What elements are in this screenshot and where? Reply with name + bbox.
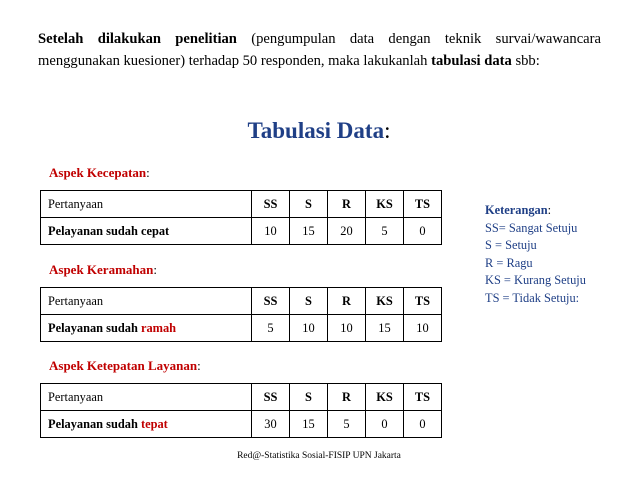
table-header-row xyxy=(41,191,442,218)
header-cell: R xyxy=(328,384,366,411)
table-row xyxy=(41,315,442,342)
page-title-colon: : xyxy=(384,118,391,143)
intro-paragraph xyxy=(38,28,601,72)
intro-bold-lead: Setelah dilakukan penelitian xyxy=(38,31,237,47)
aspect-label-keramahan: Aspek Keramahan: xyxy=(49,262,157,277)
value-cell: 10 xyxy=(404,315,442,342)
value-cell: 15 xyxy=(290,218,328,245)
aspect-label-ketepatan-layanan: Aspek Ketepatan Layanan: xyxy=(49,358,201,373)
header-cell: SS xyxy=(252,191,290,218)
header-cell: S xyxy=(290,288,328,315)
footer-text: Red@-Statistika Sosial-FISIP UPN Jakarta xyxy=(237,451,401,461)
header-cell: Pertanyaan xyxy=(41,288,252,315)
header-cell: R xyxy=(328,191,366,218)
header-cell: KS xyxy=(366,384,404,411)
header-cell: S xyxy=(290,191,328,218)
legend-item: TS = Tidak Setuju: xyxy=(485,290,580,305)
table-header-row xyxy=(41,384,442,411)
value-cell: 20 xyxy=(328,218,366,245)
value-cell: 5 xyxy=(252,315,290,342)
header-cell: TS xyxy=(404,288,442,315)
value-cell: 10 xyxy=(328,315,366,342)
legend-title: Keterangan: xyxy=(485,203,552,217)
header-cell: KS xyxy=(366,191,404,218)
header-cell: S xyxy=(290,384,328,411)
legend-item: SS= Sangat Setuju xyxy=(485,220,578,235)
page-title xyxy=(0,118,638,144)
value-cell: 0 xyxy=(404,411,442,438)
table-kecepatan xyxy=(40,190,442,245)
value-cell: 30 xyxy=(252,411,290,438)
legend-box xyxy=(485,202,586,307)
header-cell: SS xyxy=(252,384,290,411)
intro-middle: (pengumpulan data dengan teknik survai/wawancara menggunakan kuesioner) terhadap 50 responden, maka lakukanlah xyxy=(38,31,602,69)
value-cell: 15 xyxy=(290,411,328,438)
legend-item: KS = Kurang Setuju xyxy=(485,273,586,287)
value-cell: 0 xyxy=(366,411,404,438)
intro-bold-tail: tabulasi data xyxy=(431,53,512,69)
value-cell: 10 xyxy=(290,315,328,342)
header-cell: Pertanyaan xyxy=(41,384,252,411)
question-cell: Pelayanan sudah tepat xyxy=(41,411,252,438)
legend-item: S = Setuju xyxy=(485,238,537,252)
value-cell: 0 xyxy=(404,218,442,245)
table-keramahan xyxy=(40,287,442,342)
header-cell: KS xyxy=(366,288,404,315)
table-ketepatan-layanan xyxy=(40,383,442,438)
value-cell: 15 xyxy=(366,315,404,342)
value-cell: 5 xyxy=(366,218,404,245)
table-row xyxy=(41,411,442,438)
question-cell: Pelayanan sudah cepat xyxy=(41,218,252,245)
question-cell: Pelayanan sudah ramah xyxy=(41,315,252,342)
header-cell: TS xyxy=(404,384,442,411)
header-cell: Pertanyaan xyxy=(41,191,252,218)
table-header-row xyxy=(41,288,442,315)
header-cell: R xyxy=(328,288,366,315)
header-cell: SS xyxy=(252,288,290,315)
aspect-label-kecepatan: Aspek Kecepatan: xyxy=(49,165,150,180)
header-cell: TS xyxy=(404,191,442,218)
value-cell: 5 xyxy=(328,411,366,438)
value-cell: 10 xyxy=(252,218,290,245)
page-title-text: Tabulasi Data xyxy=(247,118,385,143)
table-row xyxy=(41,218,442,245)
legend-item: R = Ragu xyxy=(485,255,533,270)
intro-end: sbb: xyxy=(511,53,540,69)
